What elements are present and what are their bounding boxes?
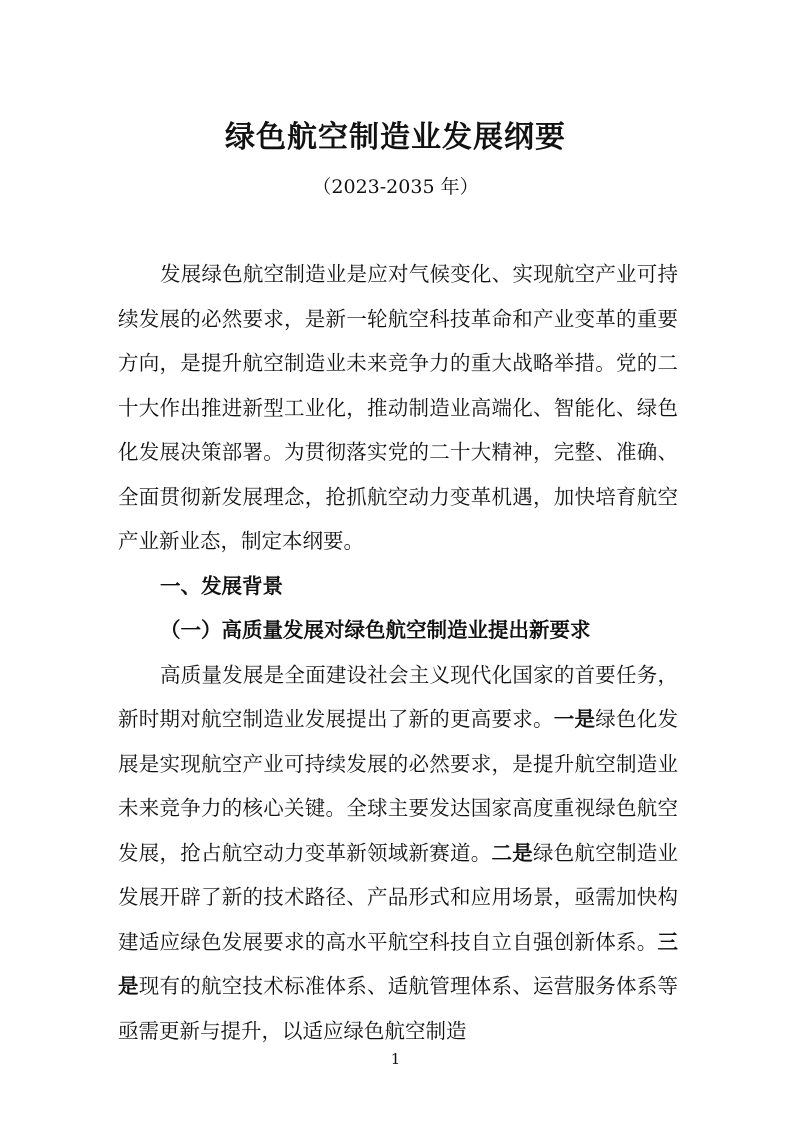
ordinal-marker: 三是 xyxy=(118,929,678,998)
subsection-heading: （一）高质量发展对绿色航空制造业提出新要求 xyxy=(160,618,591,642)
document-body xyxy=(118,252,678,1053)
paragraph-text: 绿色航空制造业发展开辟了新的技术路径、产品形式和应用场景，亟需加快构建适应绿色发展要求的高水平航空科技自立自强创新体系。 xyxy=(118,840,678,954)
page-number: 1 xyxy=(390,1050,401,1068)
paragraph-text: 绿色化发展是实现航空产业可持续发展的必然要求，是提升航空制造业未来竞争力的核心关键。全球主要发达国家高度重视绿色航空发展，抢占航空动力变革新领域新赛道。 xyxy=(118,707,678,865)
section-heading: 一、发展背景 xyxy=(160,573,283,598)
document-subtitle: （2023-2035 年） xyxy=(312,176,479,198)
body-paragraph xyxy=(118,653,678,1054)
intro-paragraph: 发展绿色航空制造业是应对气候变化、实现航空产业可持续发展的必然要求，是新一轮航空科技革命和产业变革的重要方向，是提升航空制造业未来竞争力的重大战略举措。党的二十大作出推进新型工业化，推动制造业高端化、智能化、绿色化发展决策部署。为贯彻落实党的二十大精神，完整、准确、全面贯彻新发展理念，抢抓航空动力变革机遇，加快培育航空产业新业态，制定本纲要。 xyxy=(118,262,678,553)
ordinal-marker: 二是 xyxy=(491,840,533,865)
paragraph-text: 现有的航空技术标准体系、适航管理体系、运营服务体系等亟需更新与提升，以适应绿色航空制造 xyxy=(118,974,678,1043)
document-title: 绿色航空制造业发展纲要 xyxy=(225,120,566,155)
ordinal-marker: 一是 xyxy=(553,707,596,731)
paragraph-lead: 高质量发展是全面建设社会主义现代化国家的首要任务，新时期对航空制造业发展提出了新的更高要求。 xyxy=(118,662,678,731)
